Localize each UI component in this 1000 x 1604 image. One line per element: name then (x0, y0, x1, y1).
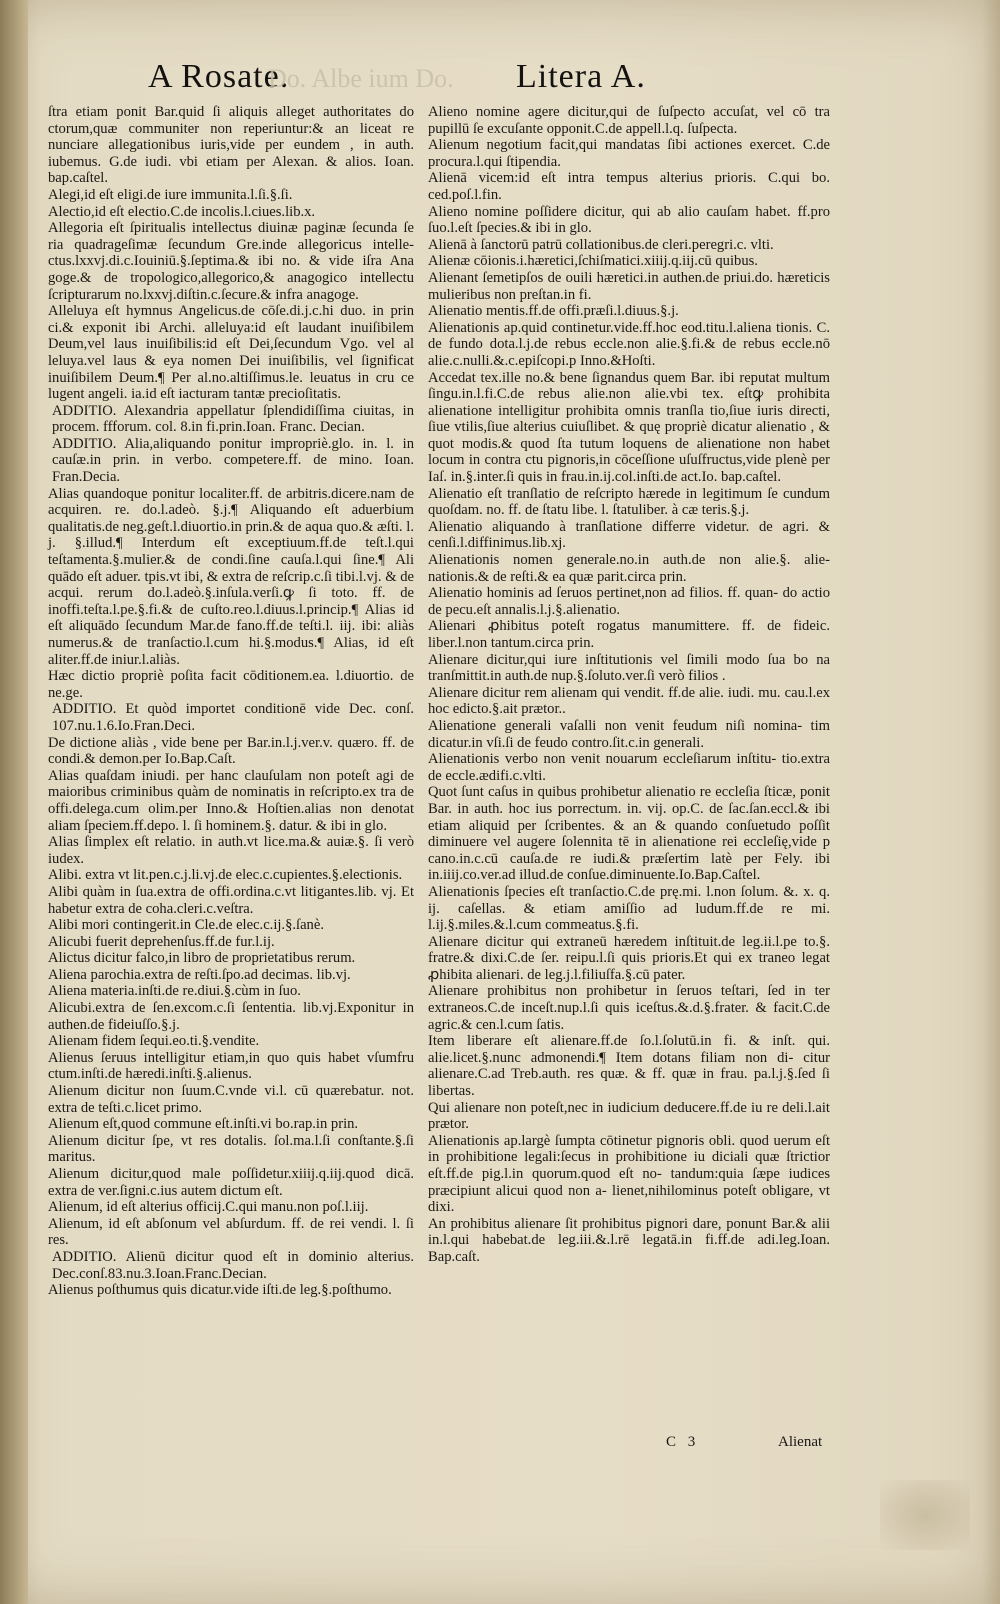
entry: Alienationis ap.largè ſumpta cōtinetur pignoris obli. quod uerum eſt in prohibitione legali:ſecus in prohibitione iu diciali quæ ſtrictior eſt.ff.de pig.l.in quorum.quod eſt no- tandum:quia ſæpe iudices præcipiunt alicui quod non a- lienet,nihilominus poteſt obligare, vt dixi. (428, 1132, 830, 1216)
entry: Alienā à ſanctorū patrū collationibus.de cleri.peregri.c. vlti. (428, 236, 774, 253)
entry: Alienare dicitur qui extraneū hæredem inſtituit.de leg.ii.l.pe to.§. fratre.& dixi.C.de ſer. reipu.l.ſi quis prioris.Et qui ex traneo legat ꝓhibita alienari. de leg.j.l.filiuſfa.§.cū pater. (428, 933, 830, 983)
header-right: Litera A. (516, 58, 646, 95)
entry: Alienationis ſpecies eſt tranſactio.C.de prę.mi. l.non ſolum. &. x. q. ij. caſellas. & etiam amiſſio ad ludum.ff.de re mi. l.ij.§.miles.&.l.cum commeatus.§.fi. (428, 883, 830, 934)
entry: Alienus poſthumus quis dicatur.vide iſti.de leg.§.poſthumo. (48, 1282, 392, 1299)
additio-entry: ADDITIO. Alia,aliquando ponitur impropriè.glo. in. l. in cauſæ.in prin. in verbo. competere.ff. de mino. Ioan. Fran.Decia. (52, 435, 414, 486)
entry: Alienum negotium facit,qui mandatas ſibi actiones exercet. C.de procura.l.qui ſtipendia. (428, 137, 830, 170)
entry: Alienum dicitur non ſuum.C.vnde vi.l. cū quærebatur. not. extra de teſti.c.licet primo. (48, 1083, 414, 1116)
entry: Alectio,id eſt electio.C.de incolis.l.ciues.lib.x. (48, 203, 316, 220)
entry: Alias quaſdam iniudi. per hanc clauſulam non poteſt agi de maioribus criminibus quàm de nominatis in reſcripto.ex tra de offi.delega.cum olim.per Inno.& Hoſtien.alias non denotat aliam ſpeciem.ff.depo. l. ſi hominem.§. datur. & ibi in glo. (48, 767, 414, 834)
entry: Alienare prohibitus non prohibetur in ſeruos teſtari, ſed in ter extraneos.C.de inceſt.nup.l.ſi quis iceſtus.&.d.§.frater. & facit.C.de agric.& cen.l.cum ſatis. (428, 983, 830, 1033)
entry: Alienum dicitur ſpe, vt res dotalis. ſol.ma.l.ſi conſtante.§.ſi maritus. (48, 1132, 414, 1166)
page-edge (982, 0, 1000, 1604)
entry: Quot ſunt caſus in quibus prohibetur alienatio re eccleſia ſticæ, ponit Bar. in auth. hoc ius porrectum. in. vij. op.C. de ſac.ſan.eccl.& ibi etiam aliquid per ſcribentes. & an & quando conſuetudo poſſit diminuere vel augere ſolennita tē in alienatione rei eccleſię,vide p cano.in.c.cū cauſa.de re iudi.& præſertim latè per Fely. ibi in.iiij.co.ver.ad illud.de conſue.diminuente.Io.Bap.Caſtel. (428, 784, 830, 884)
entry: Alienum dicitur,quod male poſſidetur.xiiij.q.iij.quod dicā. extra de ver.ſigni.c.ius autem dictum eſt. (48, 1166, 414, 1199)
entry: Alienus ſeruus intelligitur etiam,in quo quis habet vſumfru ctum.inſti.de hæredi.inſti.§.alienus. (48, 1049, 414, 1083)
entry: Aliena parochia.extra de reſti.ſpo.ad decimas. lib.vj. (48, 966, 351, 983)
entry: Alicubi fuerit deprehenſus.ff.de fur.l.ij. (48, 933, 275, 950)
page-footer (0, 1434, 1000, 1454)
entry: Alienum, id eſt abſonum vel abſurdum. ff. de rei vendi. l. ſi res. (48, 1215, 414, 1249)
entry: Alienare dicitur rem alienam qui vendit. ff.de alie. iudi. mu. cau.l.ex hoc edicto.§.ait prætor.. (428, 684, 830, 718)
entry: Alienam fidem ſequi.eo.ti.§.vendite. (48, 1033, 260, 1050)
entry: Alegi,id eſt eligi.de iure immunita.l.ſi.§.ſi. (48, 186, 293, 203)
entry: Alienationis nomen generale.no.in auth.de non alie.§. alie- nationis.& de reſti.& ea quæ parit.circa prin. (428, 552, 830, 585)
entry: Alibi. extra vt lit.pen.c.j.li.vj.de elec.c.cupientes.§.electionis. (48, 867, 403, 884)
entry: Alienatione generali vaſalli non venit feudum niſi nomina- tim dicatur.in vſi.ſi de feudo contro.ſit.c.in generali. (428, 717, 830, 751)
entry: An prohibitus alienare ſit prohibitus pignori dare, ponunt Bar.& alii in.l.qui habebat.de leg.iii.&.l.rē legatā.in fi.ff.de adi.leg.Ioan. Bap.caſt. (428, 1215, 830, 1265)
header-left: A Rosate. (148, 58, 290, 95)
signature-mark: C 3 (666, 1434, 700, 1450)
entry: Alienationis ap.quid continetur.vide.ff.hoc eod.titu.l.aliena tionis. C. de fundo dota.l.j.de rebus eccle.non alie.§.fi.& de rebus eccle.nō alie.c.nulli.&.c.epiſcopi.p Inno.&Hoſti. (428, 319, 830, 369)
additio-entry: ADDITIO. Alienū dicitur quod eſt in dominio alterius. Dec.conſ.83.nu.3.Ioan.Franc.Decian. (52, 1248, 414, 1282)
entry: Alienant ſemetipſos de ouili hæretici.in authen.de priui.do. hæreticis mulieribus non preſtan.in fi. (428, 269, 830, 303)
entry: Alienum eſt,quod commune eſt.inſti.vi bo.rap.in prin. (48, 1116, 359, 1133)
entry: Alibi quàm in ſua.extra de offi.ordina.c.vt litigantes.lib. vj. Et habetur extra de coha.cleri.c.veſtra. (48, 883, 414, 917)
entry: Item liberare eſt alienare.ff.de ſo.l.ſolutū.in fi. & inſt. qui. alie.licet.§.nunc admonendi.¶ Item dotans filiam non di- citur alienare.C.ad Treb.auth. res quæ. & ff. quæ in frau. pa.l.j.§.ſed ſi libertas. (428, 1033, 830, 1100)
entry: ſtra etiam ponit Bar.quid ſi aliquis alleget authoritates do ctorum,quæ communiter non reperiuntur:& an liceat re nunciare allegationibus iuris,vide per eundem , in auth. iubemus. G.de iudi. vbi etiam per Alexan. & alios. Ioan. bap.caſtel. (48, 104, 414, 187)
entry: Alieno nomine agere dicitur,qui de ſuſpecto accuſat, vel cō tra pupillū ſe excuſante opponit.C.de appell.l.q. ſuſpecta. (428, 104, 830, 137)
entry: Alias quandoque ponitur localiter.ff. de arbitris.dicere.nam de acquiren. re. do.l.adeò. §.j.¶ Aliquando eſt aduerbium qualitatis.de neg.geſt.l.diuortio.in prin.& de aqua quo.& æſti. l. j. §.illud.¶ Interdum eſt exceptiuum.ff.de teſt.l.qui teſtamenta.§.mulier.& de condi.ſine cauſa.l.qui ſine.¶ Ali quādo eſt aduer. tpis.vt ibi, & extra de reſcrip.c.ſi tibi.l.vj. & de acqui. rerum do.l.adeò.§.inſula.verſi.ꝙ ſi toto. ff. de inoffi.teſta.l.pe.§.fi.& de cuſto.reo.l.diuus.l.princip.¶ Alias id eſt aliquādo ſecundum Mar.de fano.ff.de teſti.l. iij. ibi: aliàs numerus.& de tranſactio.l.cum hi.§.modus.¶ Alias, id eſt aliter.ff.de iniur.l.aliàs. (48, 485, 414, 668)
entry: Alias ſimplex eſt relatio. in auth.vt lice.ma.& auiæ.§. ſi verò iudex. (48, 834, 414, 867)
left-column (48, 104, 414, 1299)
entry: Alienationis verbo non venit nouarum eccleſiarum inſtitu- tio.extra de eccle.ædifi.c.vlti. (428, 751, 830, 784)
entry: Hæc dictio propriè poſita facit cōditionem.ea. l.diuortio. de ne.ge. (48, 668, 414, 701)
entry: Alienum, id eſt alterius officij.C.qui manu.non poſ.l.iij. (48, 1199, 369, 1216)
entry: De dictione aliàs , vide bene per Bar.in.l.j.ver.v. quæro. ff. de condi.& demon.per Io.Bap.Caſt. (48, 734, 414, 768)
entry: Alicubi.extra de ſen.excom.c.ſi ſententia. lib.vj.Exponitur in authen.de fideiuſſo.§.j. (48, 1000, 414, 1033)
entry: Alienare dicitur,qui iure inſtitutionis vel ſimili modo ſua bo na tranſmittit.in auth.de nup.§.ſoluto.ver.ſi verò filios . (428, 651, 830, 685)
entry: Qui alienare non poteſt,nec in iudicium deducere.ff.de iu re deli.l.ait prætor. (428, 1099, 830, 1133)
entry: Alienatio mentis.ff.de offi.præſi.l.diuus.§.j. (428, 303, 679, 320)
additio-entry: ADDITIO. Alexandria appellatur ſplendidiſſima ciuitas, in procem. ffforum. col. 8.in fi.prin.Ioan. Franc. Decian. (52, 402, 414, 436)
entry: Alienæ cōionis.i.hæretici,ſchiſmatici.xiiij.q.iij.cū quibus. (428, 253, 758, 270)
entry: Alictus dicitur falco,in libro de proprietatibus rerum. (48, 950, 356, 967)
additio-entry: ADDITIO. Et quòd importet conditionē vide Dec. conſ. 107.nu.1.6.Io.Fran.Deci. (52, 701, 414, 734)
entry: Alleluya eſt hymnus Angelicus.de cōſe.di.j.c.hi duo. in prin ci.& exponit ibi Archi. alleluya:id eſt laudant inuiſibilem Deum,vel laus inuiſibilis:id eſt Dei,ſecundum Vgo. vel al leluya.vel laus & eya nomen Dei inuiſibilis, vel ſignificat inuiſibilem Deum.¶ Per al.no.altiſſimus.le. leuatus in cru ce lugent angeli. ia.id eſt iacturam tantæ precioſitatis. (48, 303, 414, 403)
bleed-through-text: Do. Albe ium Do. (268, 64, 454, 93)
entry: Alienatio eſt tranſlatio de reſcripto hærede in legitimum ſe cundum quoſdam. no. ff. de ſtatu libe. l. ſtatuliber. à cæ teris.§.j. (428, 485, 830, 519)
entry: Alibi mori contingerit.in Cle.de elec.c.ij.§.ſanè. (48, 917, 324, 934)
catchword: Alienat (778, 1434, 823, 1450)
entry: Alienatio aliquando à tranſlatione differre videtur. de agri. & cenſi.l.diffinimus.lib.xj. (428, 518, 830, 552)
entry: Aliena materia.inſti.de re.diui.§.cùm in ſuo. (48, 983, 301, 1000)
entry: Alienā vicem:id eſt intra tempus alterius prioris. C.qui bo. ced.poſ.l.fin. (428, 170, 830, 203)
gutter-shadow (0, 0, 28, 1604)
entry: Accedat tex.ille no.& bene ſignandus quem Bar. ibi reputat multum ſingu.in.l.fi.C.de rebus alie.non alie.vbi tex. eſtꝙ prohibita alienatione intelligitur prohibita omnis tranſla tio,ſiue iuris directi, ſiue vtilis,ſiue alterius cuiuſlibet. & quę propriè dicatur alienatio , & quot modis.& quod ſta tutum loquens de alienatione non habet locum in contra ctu pignoris,in cōceſſione uſuſfructus,vide plenè per Iaſ. in.§.inter.ſi quis in frau.in.ij.col.inſti.de act.Io. bap.caſtel. (428, 369, 830, 486)
entry: Alieno nomine poſſidere dicitur, qui ab alio cauſam habet. ff.pro ſuo.l.eſt ſpecies.& ibi in glo. (428, 203, 830, 237)
running-header (0, 58, 1000, 104)
entry: Alienatio hominis ad ſeruos pertinet,non ad filios. ff. quan- do actio de pecu.eſt annalis.l.j.§.alienatio. (428, 585, 830, 618)
entry: Allegoria eſt ſpiritualis intellectus diuinæ paginæ ſecunda ſe ria quadrageſimæ ſecundum Gre.inde allegoricus intelle- ctus.lxxvj.di.c.Iouiniū.§.ſeptima.& ibi no. & vide iſra Ana goge.& de tropologico,allegorico,& anagogico intellectu ſcripturarum no.lxxvj.diſtin.c.ſecure.& infra anagoge. (48, 220, 414, 303)
entry: Alienari ꝓhibitus poteſt rogatus manumittere. ff. de fideic. liber.l.non tantum.circa prin. (428, 618, 830, 651)
paper-stain (880, 1480, 970, 1550)
right-column (428, 104, 830, 1266)
